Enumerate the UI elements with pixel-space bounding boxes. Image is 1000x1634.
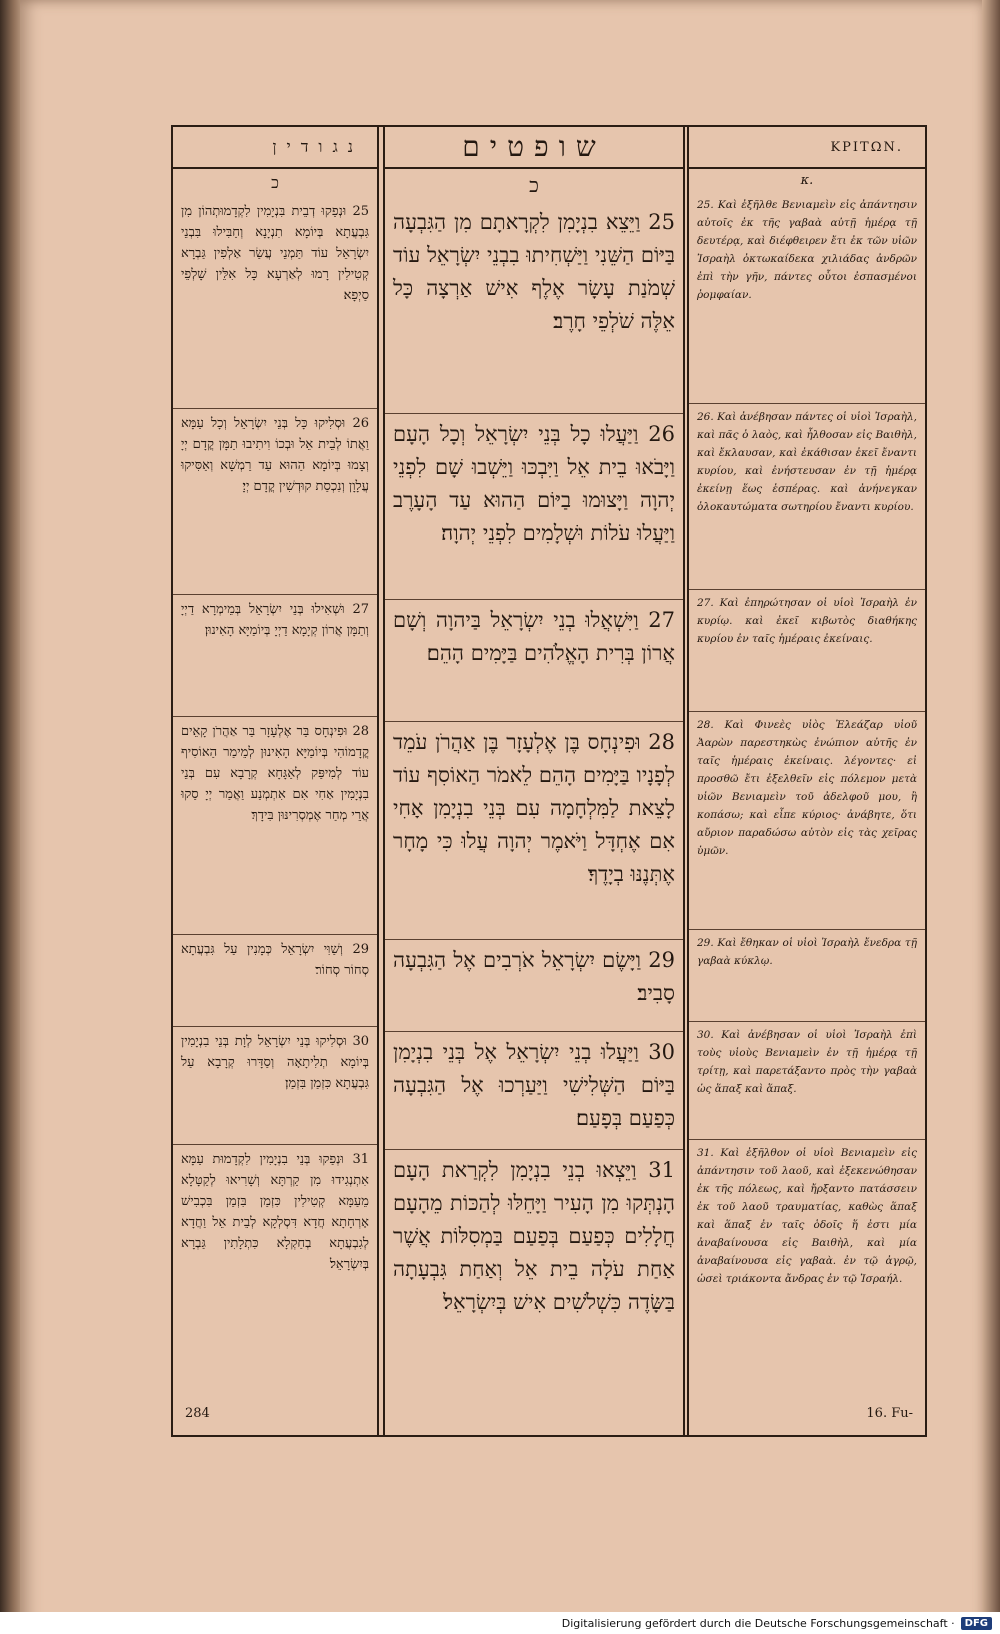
- hebrew-verse-25: 25 וַיֵּצֵא בִנְיָמִן לִקְרָאתָם מִן הַגִּבְעָה בַּיּוֹם הַשֵּׁנִי וַיַּשְׁחִיתוּ בִבְנֵי יִשְׂרָאֵל עוֹד שְׁמֹנַת עָשָׂר אֶלֶף אִישׁ אַרְצָה כָּל אֵלֶּה שֹׁלְפֵי חָרֶב׃: [385, 202, 683, 414]
- targum-verse-29: 29 וְשַׁוִּי יִשְׂרָאֵל כְּמָנִין עַל גִּבְעֲתָא סְחוֹר סְחוֹר׃: [173, 935, 377, 1027]
- hebrew-verse-28: 28 וּפִינְחָס בֶּן אֶלְעָזָר בֶּן אַהֲרֹן עֹמֵד לְפָנָיו בַּיָּמִים הָהֵם לֵאמֹר הַאוֹסִף עוֹד לָצֵאת לַמִּלְחָמָה עִם בְּנֵי בִנְיָמִן אָחִי אִם אֶחְדָּל וַיֹּאמֶר יְהוָה עֲלוּ כִּי מָחָר אֶתְּנֶנּוּ בְיָדֶךָ׃: [385, 722, 683, 940]
- greek-verse-25: 25. Καὶ ἐξῆλθε Βενιαμεὶν εἰς ἀπάντησιν αὐτοῖς ἐκ τῆς γαβαὰ αὐτῇ ἡμέρᾳ τῇ δευτέρᾳ, καὶ διέφθειρεν ἔτι ἐκ τῶν υἱῶν Ἰσραὴλ ὀκτωκαίδεκα χιλιάδας ἀνδρῶν ἐπὶ τὴν γῆν, πάντες οὗτοι ἐσπασμένοι ῥομφαίαν.: [689, 192, 925, 404]
- targum-chapter-number: כ: [271, 173, 279, 192]
- greek-column: [687, 127, 925, 1435]
- dfg-logo-icon: DFG: [961, 1617, 992, 1630]
- text-frame: [171, 125, 927, 1437]
- greek-verse-26: 26. Καὶ ἀνέβησαν πάντες οἱ υἱοὶ Ἰσραὴλ, καὶ πᾶς ὁ λαὸς, καὶ ἦλθοσαν εἰς Βαιθὴλ, καὶ ἔκλαυσαν, καὶ ἐκάθισαν ἐκεῖ ἔναντι κυρίου, καὶ ἐνήστευσαν ἐν τῇ ἡμέρᾳ ἐκείνῃ ἕως ἑσπέρας. καὶ ἀνήνεγκαν ὁλοκαυτώματα σωτηρίου ἔναντι κυρίου.: [689, 404, 925, 590]
- hebrew-header: שופטים: [385, 127, 683, 169]
- digitization-credit-bar: [0, 1612, 1000, 1634]
- targum-column: [173, 127, 379, 1435]
- greek-verse-29: 29. Καὶ ἔθηκαν οἱ υἱοὶ Ἰσραὴλ ἔνεδρα τῇ γαβαὰ κύκλῳ.: [689, 930, 925, 1022]
- hebrew-verse-26: 26 וַיַּעֲלוּ כָל בְּנֵי יִשְׂרָאֵל וְכָל הָעָם וַיָּבֹאוּ בֵית אֵל וַיִּבְכּוּ וַיֵּשְׁבוּ שָׁם לִפְנֵי יְהוָה וַיָּצוּמוּ בַיּוֹם הַהוּא עַד הָעָרֶב וַיַּעֲלוּ עֹלוֹת וּשְׁלָמִים לִפְנֵי יְהוָה׃: [385, 414, 683, 600]
- targum-header: נגודין: [173, 127, 377, 169]
- digitization-credit-text: Digitalisierung gefördert durch die Deutsche Forschungsgemeinschaft ·: [561, 1616, 955, 1630]
- hebrew-verse-30: 30 וַיַּעֲלוּ בְנֵי יִשְׂרָאֵל אֶל בְּנֵי בִנְיָמִן בַּיּוֹם הַשְּׁלִישִׁי וַיַּעַרְכוּ אֶל הַגִּבְעָה כְּפַעַם בְּפָעַם׃: [385, 1032, 683, 1150]
- hebrew-column: [383, 127, 685, 1435]
- targum-verse-31: 31 וּנְפַקוּ בְּנֵי בִנְיָמִין לִקְדָמוּת עַמָּא אִתְנְגִידוּ מִן קַרְתָּא וְשָׁרִיאוּ לְקַטָּלָא מֵעַמָּא קְטִילִין כִּזְמַן בִּזְמַן בִּכְבִישׁ אָרְחָתָא חֲדָא דִּסְלְקָא לְבֵית אֵל וַחֲדָא לְגִבְעֲתָא בְחַקְלָא כִּתְלָתִין גַּבְרָא בְּיִשְׂרָאֵל׃: [181, 1152, 369, 1272]
- page-right-edge: [982, 0, 1000, 1634]
- targum-verse-30: 30 וּסְלִיקוּ בְּנֵי יִשְׂרָאֵל לְוָת בְּנֵי בִנְיָמִין בְּיוֹמָא תְלִיתָאָה וְסַדָּרוּ קְרָבָא עַל גִּבְעֲתָא כִּזְמַן בִּזְמַן׃: [173, 1027, 377, 1145]
- targum-verse-25: 25 וּנְפַקוּ דְבֵית בִּנְיָמִין לִקְדָמוּתְהוֹן מִן גִּבְעֲתָא בְּיוֹמָא תִנְיָנָא וְחַבִּילוּ בִּבְנֵי יִשְׂרָאֵל עוֹד תַּמְנֵי עֲשַׂר אַלְפִין גַּבְרָא קְטִילִין רָמוּ לְאַרְעָא כָּל אִלֵּין שָׁלְפֵי סַיְפָא׃: [173, 197, 377, 409]
- greek-chapter-number: κ.: [800, 173, 814, 188]
- greek-verse-31: 31. Καὶ ἐξῆλθον οἱ υἱοὶ Βενιαμεὶν εἰς ἀπάντησιν τοῦ λαοῦ, καὶ ἐξεκενώθησαν ἐκ τῆς πόλεως, καὶ ἤρξαντο πατάσσειν ἐκ τοῦ λαοῦ τραυματίας, καθὼς ἅπαξ καὶ ἅπαξ ἐν ταῖς ὁδοῖς ἥ ἐστι μία ἀναβαίνουσα εἰς Βαιθὴλ, καὶ μία ἀναβαίνουσα εἰς γαβαὰ. ἐν τῷ ἀγρῷ, ὡσεὶ τριάκοντα ἄνδρας ἐν τῷ Ἰσραήλ.: [697, 1147, 917, 1285]
- greek-verse-27: 27. Καὶ ἐπηρώτησαν οἱ υἱοὶ Ἰσραὴλ ἐν κυρίῳ. καὶ ἐκεῖ κιβωτὸς διαθήκης κυρίου ἐν ταῖς ἡμέραις ἐκείναις.: [689, 590, 925, 712]
- greek-verse-28: 28. Καὶ Φινεὲς υἱὸς Ἐλεάζαρ υἱοῦ Ἀαρὼν παρεστηκὼς ἐνώπιον αὐτῆς ἐν ταῖς ἡμέραις ἐκείναις. λέγοντες· εἰ προσθῶ ἔτι ἐξελθεῖν εἰς πόλεμον μετὰ υἱῶν Βενιαμεὶν τοῦ ἀδελφοῦ μου, ἢ κοπάσω; καὶ εἶπε κύριος· ἀνάβητε, ὅτι αὔριον παραδώσω αὐτὸν εἰς τὰς χεῖρας ὑμῶν.: [689, 712, 925, 930]
- greek-verse-30: 30. Καὶ ἀνέβησαν οἱ υἱοὶ Ἰσραὴλ ἐπὶ τοὺς υἱοὺς Βενιαμεὶν ἐν τῇ ἡμέρᾳ τῇ τρίτῃ, καὶ παρετάξαντο πρὸς τὴν γαβαὰ ὡς ἅπαξ καὶ ἅπαξ.: [689, 1022, 925, 1140]
- page-footer: [171, 1390, 927, 1436]
- greek-header: ΚΡΙΤΩΝ.: [689, 127, 925, 169]
- targum-verse-28: 28 וּפִינְחָס בַּר אֶלְעָזָר בַּר אַהֲרֹן קָאֵים קֳדָמוֹהִי בְּיוֹמַיָּא הָאִינוּן לְמֵימַר הַאוֹסִיף עוֹד לְמִיפַּק לְאַגָּחָא קְרָבָא עִם בְּנֵי בִנְיָמִין אַחִי אִם אִתְמְנַע וַאֲמַר יְיָ סַקוּ אֲרֵי מְחַר אֶמְסְרִינּוּן בִּידָךְ׃: [173, 717, 377, 935]
- page-number: 284: [185, 1405, 210, 1421]
- hebrew-verse-27: 27 וַיִּשְׁאֲלוּ בְנֵי יִשְׂרָאֵל בַּיהוָה וְשָׁם אֲרוֹן בְּרִית הָאֱלֹהִים בַּיָּמִים הָהֵם׃: [385, 600, 683, 722]
- targum-verse-27: 27 וּשְׁאִילוּ בְּנֵי יִשְׂרָאֵל בְּמֵימְרָא דַיְיָ וְתַמָּן אֲרוֹן קְיָמָא דַיְיָ בְּיוֹמַיָּא הָאִינוּן׃: [173, 595, 377, 717]
- targum-verse-26: 26 וּסְלִיקוּ כָּל בְּנֵי יִשְׂרָאֵל וְכָל עַמָּא וַאֲתוֹ לְבֵית אֵל וּבְכוֹ וִיתִיבוּ תַמָּן קֳדָם יְיָ וְצָמוּ בְּיוֹמָא הַהוּא עַד רַמְשָׁא וְאַסִּיקוּ עֲלָוָן וְנִכְסַת קוּדְשִׁין קֳדָם יְיָ׃: [173, 409, 377, 595]
- hebrew-verse-29: 29 וַיָּשֶׂם יִשְׂרָאֵל אֹרְבִים אֶל הַגִּבְעָה סָבִיב׃: [385, 940, 683, 1032]
- hebrew-chapter-number: כ: [529, 173, 539, 197]
- catchword: 16. Fu-: [866, 1405, 913, 1421]
- hebrew-verse-31: 31 וַיֵּצְאוּ בְנֵי בִנְיָמִן לִקְרַאת הָעָם הָנְתְּקוּ מִן הָעִיר וַיָּחֵלּוּ לְהַכּוֹת מֵהָעָם חֲלָלִים כְּפַעַם בְּפַעַם בַּמְסִלּוֹת אֲשֶׁר אַחַת עֹלָה בֵית אֵל וְאַחַת גִּבְעָתָה בַּשָּׂדֶה כִּשְׁלֹשִׁים אִישׁ בְּיִשְׂרָאֵל׃: [393, 1158, 675, 1314]
